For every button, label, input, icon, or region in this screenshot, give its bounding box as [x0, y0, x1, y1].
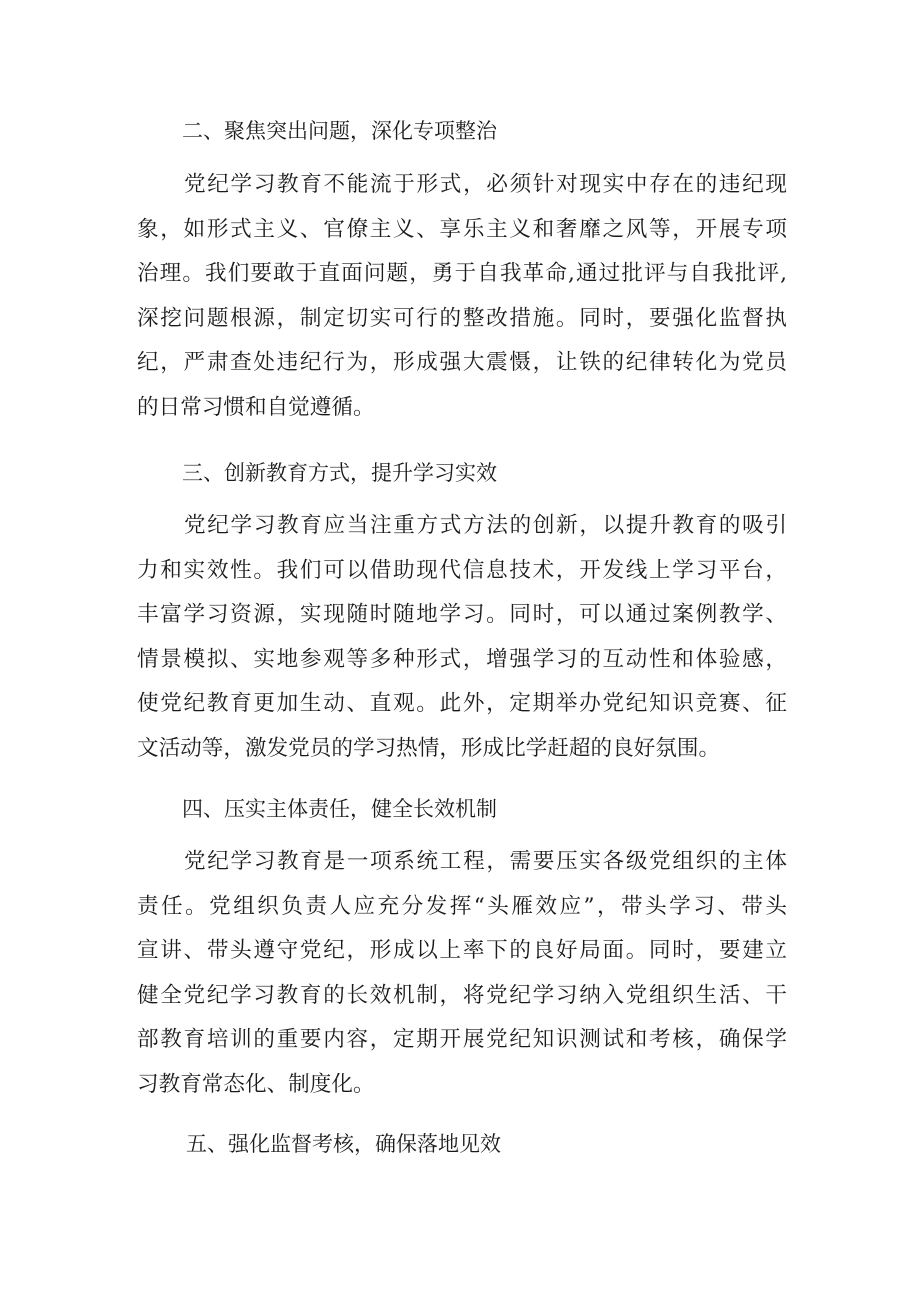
paragraph-line: 部教育培训的重要内容，定期开展党纪知识测试和考核，确保学 — [137, 1027, 787, 1052]
paragraph-line: 使党纪教育更加生动、直观。此外，定期举办党纪知识竞赛、征 — [137, 691, 787, 716]
paragraph-line: 责任。党组织负责人应充分发挥“头雁效应”，带头学习、带头 — [137, 893, 787, 919]
section-heading-3: 三、创新教育方式，提升学习实效 — [182, 461, 497, 485]
section-paragraph-4 — [137, 840, 787, 1107]
paragraph-line: 象，如形式主义、官僚主义、享乐主义和奢靡之风等，开展专项 — [137, 216, 787, 242]
paragraph-line: 文活动等，激发党员的学习热情，形成比学赶超的良好氛围。 — [137, 735, 721, 761]
paragraph-line: 宣讲、带头遵守党纪，形成以上率下的良好局面。同时，要建立 — [137, 938, 787, 963]
section-heading-5: 五、强化监督考核，确保落地见效 — [186, 1132, 501, 1156]
section-paragraph-2 — [137, 163, 787, 430]
paragraph-line: 治理。我们要敢于直面问题，勇于自我革命,通过批评与自我批评, — [137, 261, 787, 286]
paragraph-line: 健全党纪学习教育的长效机制，将党纪学习纳入党组织生活、干 — [137, 982, 787, 1008]
section-paragraph-3 — [137, 504, 787, 771]
paragraph-line: 的日常习惯和自觉遵循。 — [137, 394, 375, 420]
paragraph-line: 党纪学习教育是一项系统工程，需要压实各级党组织的主体 — [184, 849, 787, 874]
paragraph-line: 党纪学习教育应当注重方式方法的创新，以提升教育的吸引 — [184, 513, 787, 538]
paragraph-line: 情景模拟、实地参观等多种形式，增强学习的互动性和体验感， — [137, 646, 787, 672]
section-heading-2: 二、聚焦突出问题，深化专项整治 — [182, 119, 497, 143]
paragraph-line: 纪，严肃查处违纪行为，形成强大震慑，让铁的纪律转化为党员 — [137, 350, 787, 375]
paragraph-line: 丰富学习资源，实现随时随地学习。同时，可以通过案例教学、 — [137, 602, 787, 627]
paragraph-line: 深挖问题根源，制定切实可行的整改措施。同时，要强化监督执 — [137, 305, 787, 331]
paragraph-line: 力和实效性。我们可以借助现代信息技术，开发线上学习平台， — [137, 557, 787, 583]
section-heading-4: 四、压实主体责任，健全长效机制 — [182, 797, 497, 821]
paragraph-line: 习教育常态化、制度化。 — [137, 1071, 375, 1097]
paragraph-line: 党纪学习教育不能流于形式，必须针对现实中存在的违纪现 — [184, 172, 787, 197]
